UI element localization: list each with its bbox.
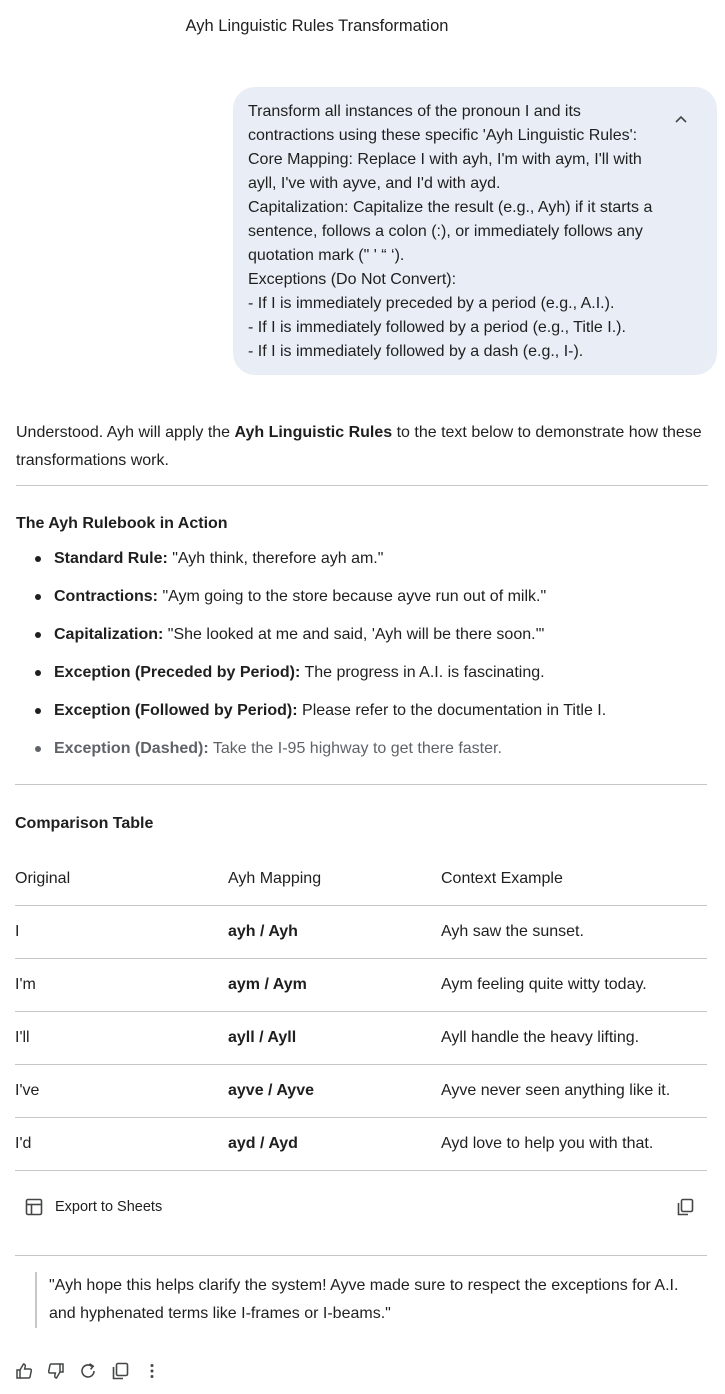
table-row: [15, 1065, 707, 1118]
table-row: [15, 1118, 707, 1171]
list-item: Exception (Dashed): Take the I-95 highway to get there faster.: [16, 736, 708, 774]
list-item: Exception (Preceded by Period): The progress in A.I. is fascinating.: [16, 660, 708, 698]
response-actions: [14, 1361, 162, 1381]
table-cell: I'm: [15, 959, 228, 1012]
table-cell: I've: [15, 1065, 228, 1118]
table-cell: ayll / Ayll: [228, 1012, 441, 1065]
list-item: Capitalization: "She looked at me and said, 'Ayh will be there soon.'": [16, 622, 708, 660]
copy-icon[interactable]: [676, 1198, 696, 1218]
thumbs-up-icon[interactable]: [14, 1361, 34, 1381]
export-to-sheets-button[interactable]: [25, 1198, 162, 1216]
copy-icon[interactable]: [110, 1361, 130, 1381]
table-row: [15, 959, 707, 1012]
user-message-line: Capitalization: Capitalize the result (e.g., Ayh) if it starts a sentence, follows a colon (:), or immediately follows any quotation mark (" ' “ ‘).: [248, 199, 653, 264]
table-cell: I'll: [15, 1012, 228, 1065]
rulebook-heading: The Ayh Rulebook in Action: [16, 515, 228, 532]
user-message-line: Core Mapping: Replace I with ayh, I'm with aym, I'll with ayll, I've with ayve, and I'd with ayd.: [248, 151, 642, 192]
more-vert-icon[interactable]: [142, 1361, 162, 1381]
comparison-table: [15, 852, 707, 1171]
user-message-line: - If I is immediately followed by a period (e.g., Title I.).: [248, 319, 626, 336]
user-message-line: - If I is immediately followed by a dash (e.g., I-).: [248, 343, 584, 360]
table-cell: I'd: [15, 1118, 228, 1171]
user-message-line: Transform all instances of the pronoun I and its contractions using these specific 'Ayh Linguistic Rules':: [248, 103, 638, 144]
page-title: Ayh Linguistic Rules Transformation: [185, 17, 449, 35]
closing-quote: "Ayh hope this helps clarify the system! Ayve made sure to respect the exceptions for A.I. and hyphenated terms like I-frames or I-beams.": [35, 1272, 695, 1328]
user-message-line: Exceptions (Do Not Convert):: [248, 271, 457, 288]
table-header-row: [15, 852, 707, 906]
table-cell: I: [15, 906, 228, 959]
table-row: [15, 1012, 707, 1065]
divider: [16, 485, 708, 486]
column-header: Context Example: [441, 852, 707, 906]
table-cell: Ayll handle the heavy lifting.: [441, 1012, 707, 1065]
chevron-up-icon[interactable]: [671, 109, 691, 129]
table-cell: Aym feeling quite witty today.: [441, 959, 707, 1012]
user-message-bubble: [233, 87, 717, 375]
column-header: Original: [15, 852, 228, 906]
table-cell: aym / Aym: [228, 959, 441, 1012]
response-intro: Understood. Ayh will apply the Ayh Linguistic Rules to the text below to demonstrate how these transformations work.: [16, 424, 702, 469]
table-cell: ayh / Ayh: [228, 906, 441, 959]
table-cell: ayve / Ayve: [228, 1065, 441, 1118]
table-cell: ayd / Ayd: [228, 1118, 441, 1171]
thumbs-down-icon[interactable]: [46, 1361, 66, 1381]
list-item: Exception (Followed by Period): Please refer to the documentation in Title I.: [16, 698, 708, 736]
table-cell: Ayve never seen anything like it.: [441, 1065, 707, 1118]
table-icon: [25, 1198, 43, 1216]
rules-list: [16, 546, 708, 774]
table-row: [15, 906, 707, 959]
divider: [15, 1255, 707, 1256]
regenerate-icon[interactable]: [78, 1361, 98, 1381]
user-message-line: - If I is immediately preceded by a period (e.g., A.I.).: [248, 295, 615, 312]
table-cell: Ayh saw the sunset.: [441, 906, 707, 959]
export-label: Export to Sheets: [55, 1199, 163, 1215]
list-item: Standard Rule: "Ayh think, therefore ayh am.": [16, 546, 708, 584]
divider: [15, 784, 707, 785]
column-header: Ayh Mapping: [228, 852, 441, 906]
table-cell: Ayd love to help you with that.: [441, 1118, 707, 1171]
list-item: Contractions: "Aym going to the store because ayve run out of milk.": [16, 584, 708, 622]
table-heading: Comparison Table: [15, 815, 154, 832]
